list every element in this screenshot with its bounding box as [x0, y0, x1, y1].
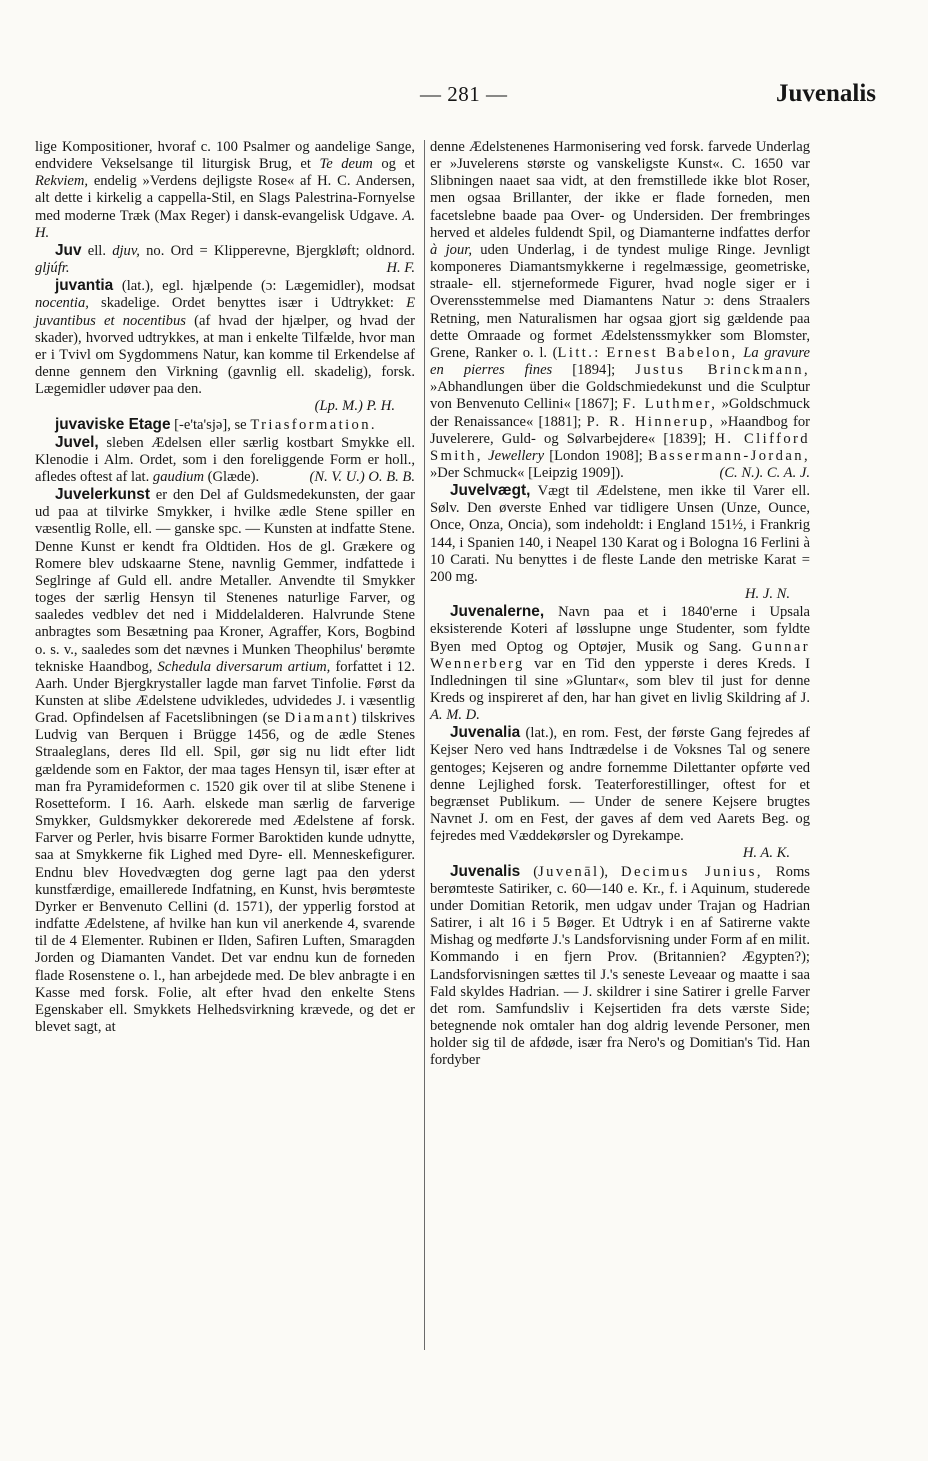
column-divider: [424, 140, 425, 1350]
signature: (Lp. M.) P. H.: [314, 398, 395, 415]
entry-juvantia: juvantia (lat.), egl. hjælpende (ɔ: Lægemidler), modsat nocentia, skadelige. Ordet benyttes især i Udtrykket: E juvantibus et nocentibus (af hvad der hjælper, og hvad der skader), hvorved udtrykkes, at man i enkelte Tilfælde, hvor man er i Tvivl om Sygdommens Natur, kan komme til Erkendelse af denne gennem den Virkning (gavnlig ell. skadelig), forsk. Lægemidler udøver paa den. (Lp. M.) P. H.: [35, 277, 415, 415]
headword: Juvelerkunst: [55, 486, 150, 504]
signature: A. H.: [35, 207, 415, 241]
headword: Juvenalia: [450, 724, 521, 742]
entry-continuation: lige Kompositioner, hvoraf c. 100 Psalmer og aandelige Sange, endvidere Vekselsange til liturgisk Brug, et Te deum og et Rekviem, endelig »Verdens dejligste Rose« af H. C. Andersen, alt dette i kirkelig a cappella-Stil, en Slags Palestrina-Fornyelse med moderne Træk (Max Reger) i dansk-evangelisk Udgave. A. H.: [35, 139, 415, 241]
signature: A. M. D.: [430, 707, 480, 724]
entry-juvaviske-etage: juvaviske Etage [-e'ta'sjə], se Triasformation.: [55, 415, 377, 433]
page-number: — 281 —: [420, 82, 508, 106]
right-column: [430, 139, 810, 1069]
signature: (N. V. U.) O. B. B.: [309, 468, 415, 485]
cross-reference: Triasformation.: [250, 416, 377, 433]
entry-juv: Juv ell. djuv, no. Ord = Klipperevne, Bjergkløft; oldnord. gljúfr. H. F.: [35, 241, 415, 277]
signature: H. A. K.: [742, 845, 790, 862]
signature: H. F.: [386, 260, 415, 277]
entry-juvelvaegt: Juvelvægt, Vægt til Ædelstene, men ikke til Varer ell. Sølv. Den øverste Enhed var tidligere Unsen (Unze, Ounce, Once, Onza, Oncia), som indeholdt: i England 151½, i Frankrig 144, i Spanien 140, i Neapel 130 Karat og i Bologna 16 Ferlini à 10 Carati. Nu benyttes i de fleste Lande den metriske Karat = 200 mg. H. J. N.: [430, 482, 810, 603]
entry-juvel: Juvel, sleben Ædelsen eller særlig kostbart Smykke ell. Klenodie i Alm. Ordet, som i den foreliggende Form er holl., afledes oftest af lat. gaudium (Glæde). (N. V. U.) O. B. B.: [35, 433, 415, 485]
headword: Juvel,: [55, 433, 99, 451]
headword: Juv: [55, 241, 82, 259]
entry-continuation: denne Ædelstenenes Harmonisering ved forsk. farvede Underlag er »Juvelerens største og vanskeligste Kunst«. C. 1650 var Slibningen naaet saa vidt, at den fremstillede ikke blot Roser, men ogsaa Brillanter, der ikke er flade forneden, men facetslebne baade paa Over- og Undersiden. Der frembringes herved et aldeles fuldendt Spil, og Diamanterne indfattes derfor à jour, uden Underlag, i de tyndest mulige Ringe. Jevnligt komponeres Diamantsmykkerne i regelmæssige, geometriske, straale- ell. stjerneformede Figurer, hvad nogle siger er i Overensstemmelse med Diamantens Natur ɔ: dens Straalers Retning, men Naturalismen har ogsaa gjort sig gældende paa dette Omraade og formet Ædelstenssmykker som Blomster, Grene, Ranker o. l. (Litt.: Ernest Babelon, La gravure en pierres fines [1894]; Justus Brinckmann, »Abhandlungen über die Goldschmiedekunst und die Sculptur von Benvenuto Cellini« [1867]; F. Luthmer, »Goldschmuck der Renaissance« [1881]; P. R. Hinnerup, »Haandbog for Juvelerere, Guld- og Sølvarbejdere« [1839]; H. Clifford Smith, Jewellery [London 1908]; Bassermann-Jordan, »Der Schmuck« [Leipzig 1909]). (C. N.). C. A. J.: [430, 139, 811, 481]
headword: juvantia: [55, 277, 114, 295]
running-head: Juvenalis: [775, 80, 876, 107]
cross-reference: Diamant: [284, 710, 352, 727]
entry-juvelerkunst: Juvelerkunst er den Del af Guldsmedekunsten, der gaar ud paa at tilvirke Smykker, i hvilke ædle Stene spiller en væsentlig Rolle, ell. — ganske spc. — Kunsten at indfatte Stene. Denne Kunst er kendt fra Oldtiden. Hos de gl. Grækere og Romere blev udskaarne Stene, navnlig Gemmer, indfattede i Seglringe af Guld ell. andre Metaller. Anvendte til Smykker toges der særlig Hensyn til Stenenes naturlige Farver, og saaledes vedblev det ned i Middelalderen. Halvrunde Stene anbragtes som Besætning paa Kroner, Agraffer, Kors, Bogbind o. s. v., saaledes som det nævnes i Munken Theophilus' berømte tekniske Haandbog, Schedula diversarum artium, forfattet i 12. Aarh. Under Bjergkrystaller lagde man farvet Tinfolie. Først da Kunsten at slibe Ædelstene udvikledes, udvidedes J. i væsentlig Grad. Opfindelsen af Facetslibningen (se Diamant) tilskrives Ludvig van Berquen i Brügge 1456, og de ædle Stenes Straaleglans, deres Ild ell. Spil, gør sig nu lidt efter lidt gældende som en Faktor, der maa tages Hensyn til, især efter at man fra Pyramideformen c. 1520 gik over til at slibe Stenene i Rosetteform. I 16. Aarh. elskede man særlig de farverige Smykker, Guldsmykker dekorerede med Ædelstene af forsk. Farver og Perler, hvis bisarre Former Baroktiden kunde udnytte, saa at Smykkerne fik Lighed med Dyre- ell. Menneskefigurer. Endnu blev Hovedvægten dog gerne lagt paa den yderst kunstfærdige, emaillerede Indfatning, en Kunst, hvis berømteste Dyrker er Benvenuto Cellini (d. 1571), der ypperlig forstod at indfatte Ædelstene, af hvilke han kun vil anerkende 4, svarende til de 4 Elementer. Rubinen er Ilden, Safiren Luften, Smaragden Jorden og Diamanten Vandet. Det var endnu kun de forneden flade Rosenstene o. l., han arbejdede med. De blev anbragte i en Kasse med forsk. Folie, alt efter hvad den enkelte Stens Egenskaber ell. Smykkets Helhedsvirkning krævede, og det er blevet sagt, at: [35, 486, 415, 1035]
headword: juvaviske Etage: [55, 415, 171, 433]
headword: Juvelvægt,: [450, 482, 531, 500]
headword: Juvenalerne,: [450, 603, 545, 621]
left-column: [35, 139, 415, 1036]
signature: (C. N.). C. A. J.: [719, 464, 810, 481]
entry-juvenalis: Juvenalis (Juvenāl), Decimus Junius, Roms berømteste Satiriker, c. 60—140 e. Kr., f. i Aquinum, studerede under Domitian Retorik, men udgav under Trajan og Hadrian Satirer, i alt 16 i 5 Bøger. Et Udtryk i en af Satirerne vakte Mishag og medførte J.'s Landsforvisning under Form af en milit. Kommando i en fjern Prov. (Britannien? Ægypten?); Landsforvisningen sættes til J.'s seneste Leveaar og maatte i saa Fald skyldes Hadrian. — J. skildrer i sine Satirer i grelle Farver det rom. Samfundsliv i Kejsertiden fra dets værste Side; betegnende nok omtaler han dog aldrig levende Personer, men holder sig til de afdøde, især fra Nero's og Domitian's Tid. Han fordyber: [430, 862, 810, 1069]
name-spaced: Gunnar Wennerberg: [430, 638, 810, 672]
headword: Juvenalis: [450, 862, 521, 880]
entry-juvenalia: Juvenalia (lat.), en rom. Fest, der første Gang fejredes af Kejser Nero ved hans Indtrædelse i de Voksnes Tal og senere gentoges; Kejseren og andre fornemme Dilettanter opførte ved denne Lejlighed forsk. Teaterforestillinger, oftest for et begrænset Publikum. — Under de senere Kejsere brugtes Navnet J. om en Fest, der gaves af dem ved Aarets Beg. og fejredes med Væddekørsler og Dyrekampe. H. A. K.: [430, 724, 810, 862]
entry-juvenalerne: Juvenalerne, Navn paa et i 1840'erne i Upsala eksisterende Koteri af løsslupne unge Studenter, som fyldte Byen med Optog og Optøjer, Musik og Sang. Gunnar Wennerberg var en Tid den ypperste i deres Kreds. I Indledningen til sine »Gluntar«, som blev til just for denne Kreds og inspireret af den, har han givet en livlig Skildring af J. A. M. D.: [430, 603, 810, 724]
page-header: [40, 80, 888, 120]
signature: H. J. N.: [745, 586, 790, 603]
